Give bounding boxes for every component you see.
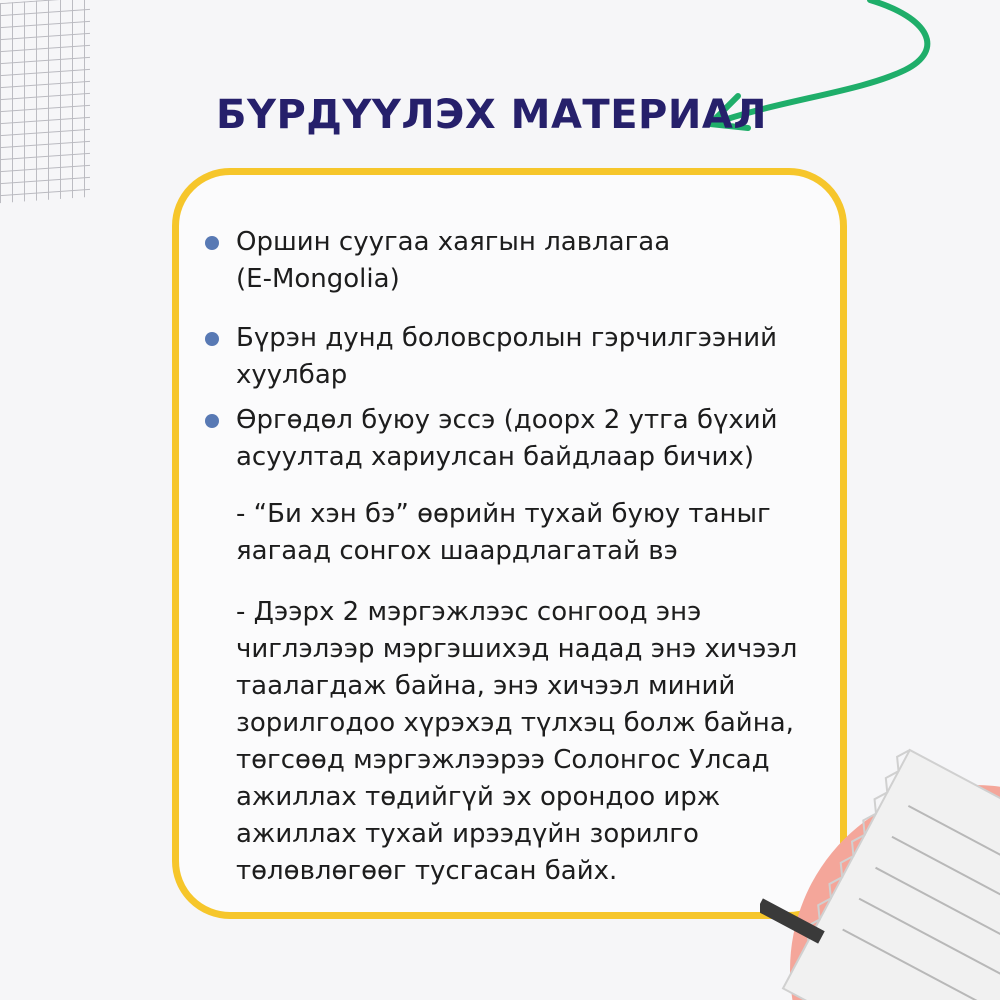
bullet-icon — [205, 414, 219, 428]
list-item-text: асуултад хариулсан байдлаар бичих) — [236, 442, 754, 472]
sub-point — [236, 594, 796, 890]
sub-point-text: төгсөөд мэргэжлээрээ Солонгос Улсад — [236, 745, 770, 775]
sub-point — [236, 496, 796, 570]
list-item-text: (E-Mongolia) — [236, 264, 400, 294]
sub-point-text: - Дээрх 2 мэргэжлээс сонгоод энэ — [236, 597, 702, 627]
document-list — [236, 224, 796, 890]
list-item-text: Оршин суугаа хаягын лавлагаа — [236, 227, 671, 257]
list-item-text: хуулбар — [236, 360, 348, 390]
grid-pattern-decoration — [0, 0, 90, 203]
sub-point-text: ажиллах тухай ирээдүйн зорилго — [236, 819, 699, 849]
sub-point-text: төлөвлөгөөг тусгасан байх. — [236, 856, 618, 886]
sub-point-text: ажиллах төдийгүй эх орондоо ирж — [236, 782, 721, 812]
bullet-icon — [205, 332, 219, 346]
sub-point-text: зорилгодоо хүрэхэд түлхэц болж байна, — [236, 708, 794, 738]
list-item-text: Өргөдөл буюу эссэ (доорх 2 утга бүхий — [236, 405, 778, 435]
sub-point-text: таалагдаж байна, энэ хичээл миний — [236, 671, 736, 701]
list-item — [236, 402, 796, 476]
notebook-icon — [760, 720, 1000, 1000]
bullet-icon — [205, 236, 219, 250]
sub-point-text: яагаад сонгох шаардлагатай вэ — [236, 536, 678, 566]
sub-point-text: чиглэлээр мэргэшихэд надад энэ хичээл — [236, 634, 798, 664]
list-item — [236, 224, 796, 298]
list-item-text: Бүрэн дунд боловсролын гэрчилгээний — [236, 323, 778, 353]
sub-point-text: - “Би хэн бэ” өөрийн тухай буюу таныг — [236, 499, 771, 529]
page-title: БҮРДҮҮЛЭХ МАТЕРИАЛ — [216, 92, 768, 138]
list-item — [236, 320, 796, 394]
